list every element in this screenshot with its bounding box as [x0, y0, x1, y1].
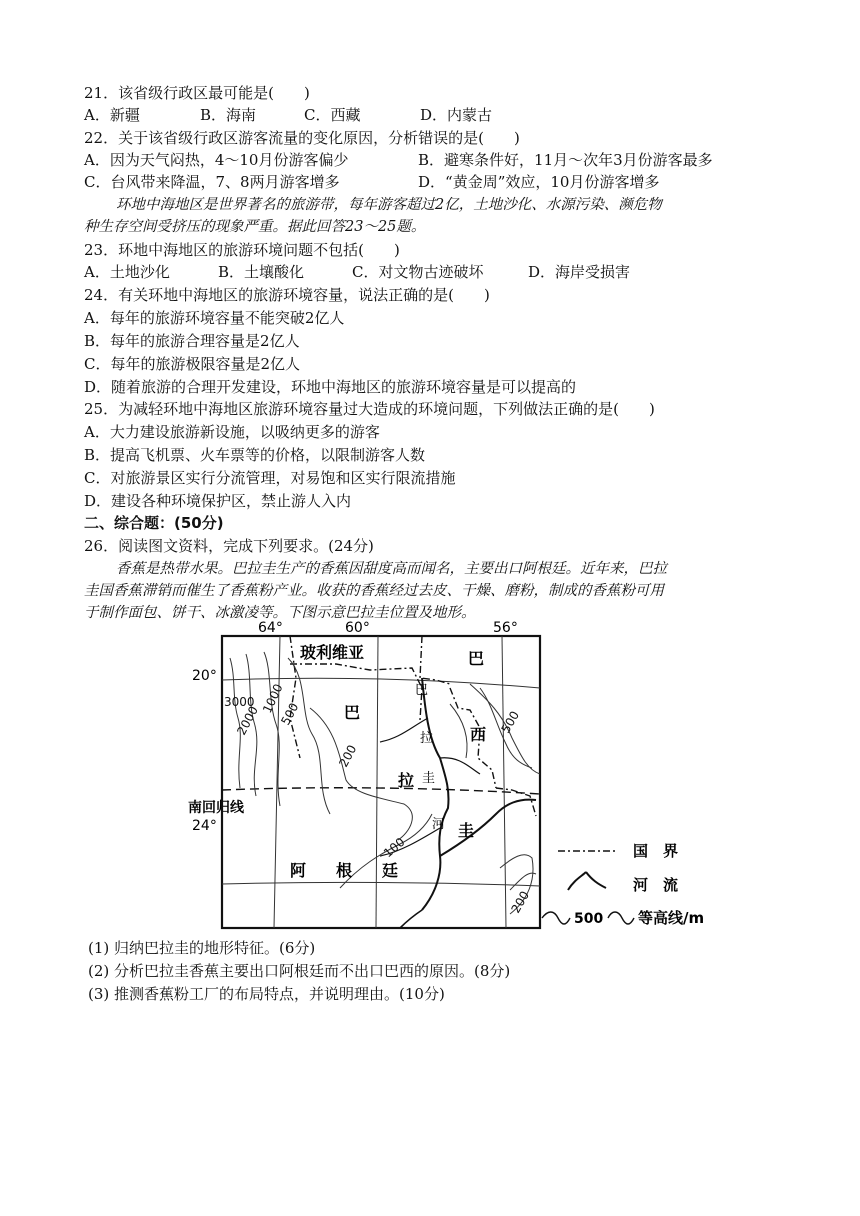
- q23-option-c: C．对文物古迹破坏: [352, 263, 484, 281]
- contour-label-1000: 1000: [260, 681, 286, 716]
- q26-sub-1: (1) 归纳巴拉圭的地形特征。(6分): [88, 939, 316, 957]
- parallel-26-line: [222, 882, 540, 886]
- q21-option-a: A．新疆: [84, 106, 140, 124]
- legend-contour-label: 等高线/m: [638, 909, 705, 927]
- contour-label-2000: 2000: [234, 703, 261, 738]
- contour-labels: [224, 682, 532, 916]
- q25-option-b: B．提高飞机票、火车票等的价格，以限制游客人数: [84, 446, 426, 464]
- passage1-line1: 环地中海地区是世界著名的旅游带，每年游客超过2亿，土地沙化、水源污染、濒危物: [116, 197, 662, 213]
- tributary-1: [440, 758, 480, 774]
- parana-river: [440, 800, 536, 856]
- border-bolivia-brazil: [420, 636, 450, 684]
- q26-sub-2: (2) 分析巴拉圭香蕉主要出口阿根廷而不出口巴西的原因。(8分): [88, 962, 511, 980]
- map-legend: [542, 842, 704, 927]
- tropic-label: 南回归线: [188, 800, 244, 816]
- q23-option-a: A．土地沙化: [84, 263, 170, 281]
- q21-option-d: D．内蒙古: [420, 106, 493, 124]
- paraguay-river: [422, 678, 449, 910]
- q22-option-b: B．避寒条件好，11月～次年3月份游客最多: [418, 151, 713, 169]
- q21-stem: 21．该省级行政区最可能是( ): [84, 84, 310, 102]
- legend-river-label: 河 流: [633, 876, 679, 894]
- river-label-3: 圭: [422, 771, 436, 786]
- meridian-64-line: [274, 636, 280, 928]
- q21-options: [84, 105, 492, 126]
- q22-stem: 22．关于该省级行政区游客流量的变化原因，分析错误的是( ): [84, 129, 520, 147]
- q23-stem: 23．环地中海地区的旅游环境问题不包括( ): [84, 241, 400, 259]
- label-paraguay-2: 拉: [398, 771, 415, 790]
- river-label-4: 河: [432, 817, 446, 832]
- q24-option-a: A．每年的旅游环境容量不能突破2亿人: [84, 309, 345, 327]
- legend-border-label: 国 界: [633, 842, 679, 860]
- river-lower: [400, 910, 422, 928]
- lon-60-label: 60°: [345, 620, 370, 636]
- legend-contour-value: 500: [574, 911, 604, 927]
- lon-64-label: 64°: [258, 620, 283, 636]
- meridian-56-line: [502, 636, 506, 928]
- q26-sub-3: (3) 推测香蕉粉工厂的布局特点，并说明理由。(10分): [88, 985, 445, 1003]
- label-paraguay-1: 巴: [344, 703, 361, 722]
- passage1-line2: 种生存空间受挤压的现象严重。据此回答23～25题。: [84, 219, 426, 235]
- border-andes: [290, 636, 300, 758]
- river-label-1: 巴: [415, 683, 429, 698]
- lat-20-label: 20°: [192, 668, 217, 684]
- q25-option-c: C．对旅游景区实行分流管理，对易饱和区实行限流措施: [84, 469, 456, 487]
- q26-passage-line2: 圭国香蕉滞销而催生了香蕉粉产业。收获的香蕉经过去皮、干燥、磨粉，制成的香蕉粉可用: [84, 583, 664, 599]
- q23-option-b: B．土壤酸化: [218, 263, 305, 281]
- label-brazil-2: 西: [470, 725, 487, 744]
- q22-options-row2: [84, 172, 659, 193]
- q22-option-c: C．台风带来降温，7、8两月游客增多: [84, 173, 340, 191]
- contour-east-3: [450, 704, 467, 758]
- q26-passage-line3: 于制作面包、饼干、冰激凌等。下图示意巴拉圭位置及地形。: [84, 605, 476, 621]
- label-paraguay-3: 圭: [458, 821, 475, 840]
- label-bolivia: 玻利维亚: [300, 643, 365, 662]
- contour-label-100: 100: [380, 834, 408, 861]
- lat-24-label: 24°: [192, 818, 217, 834]
- q25-stem: 25．为减轻环地中海地区旅游环境容量过大造成的环境问题，下列做法正确的是( ): [84, 400, 655, 418]
- paraguay-location-map: [140, 618, 740, 933]
- meridian-60-line: [376, 636, 378, 928]
- contour-label-3000: 3000: [224, 695, 255, 709]
- label-argentina-2: 根: [336, 861, 353, 880]
- q26-stem: 26．阅读图文资料，完成下列要求。(24分): [84, 537, 374, 555]
- q22-option-d: D．“黄金周”效应，10月份游客增多: [418, 173, 660, 191]
- label-argentina-1: 阿: [290, 861, 307, 880]
- contour-1000: [264, 652, 280, 806]
- q22-options-row1: [84, 150, 713, 171]
- legend-river-symbol: [568, 872, 606, 890]
- q21-option-c: C．西藏: [304, 106, 361, 124]
- q21-option-b: B．海南: [200, 106, 257, 124]
- q25-option-d: D．建设各种环境保护区，禁止游人入内: [84, 492, 352, 510]
- q26-passage-line1: 香蕉是热带水果。巴拉圭生产的香蕉因甜度高而闻名，主要出口阿根廷。近年来，巴拉: [116, 561, 667, 577]
- q24-option-b: B．每年的旅游合理容量是2亿人: [84, 332, 300, 350]
- q24-option-c: C．每年的旅游极限容量是2亿人: [84, 355, 301, 373]
- q23-options: [84, 262, 630, 283]
- label-brazil-1: 巴: [468, 649, 485, 668]
- legend-contour-symbol-right: [608, 912, 634, 924]
- contour-200: [310, 708, 415, 840]
- contour-label-200: 200: [336, 742, 360, 770]
- q22-option-a: A．因为天气闷热，4～10月份游客偏少: [84, 151, 349, 169]
- contour-label-500: 500: [278, 700, 302, 728]
- tropic-of-capricorn-line: [222, 788, 540, 794]
- contour-label-500-east: 500: [498, 708, 523, 736]
- legend-contour-symbol-left: [542, 912, 570, 924]
- lon-56-label: 56°: [493, 620, 518, 636]
- section-2-heading: 二、综合题：(50分): [84, 514, 224, 532]
- q23-option-d: D．海岸受损害: [528, 263, 631, 281]
- label-argentina-3: 廷: [382, 861, 399, 880]
- contour-label-200-southeast: 200: [508, 888, 533, 916]
- river-label-2: 拉: [420, 731, 434, 746]
- q24-option-d: D．随着旅游的合理开发建设，环地中海地区的旅游环境容量是可以提高的: [84, 378, 577, 396]
- q25-option-a: A．大力建设旅游新设施，以吸纳更多的游客: [84, 423, 380, 441]
- q24-stem: 24．有关环地中海地区的旅游环境容量，说法正确的是( ): [84, 286, 490, 304]
